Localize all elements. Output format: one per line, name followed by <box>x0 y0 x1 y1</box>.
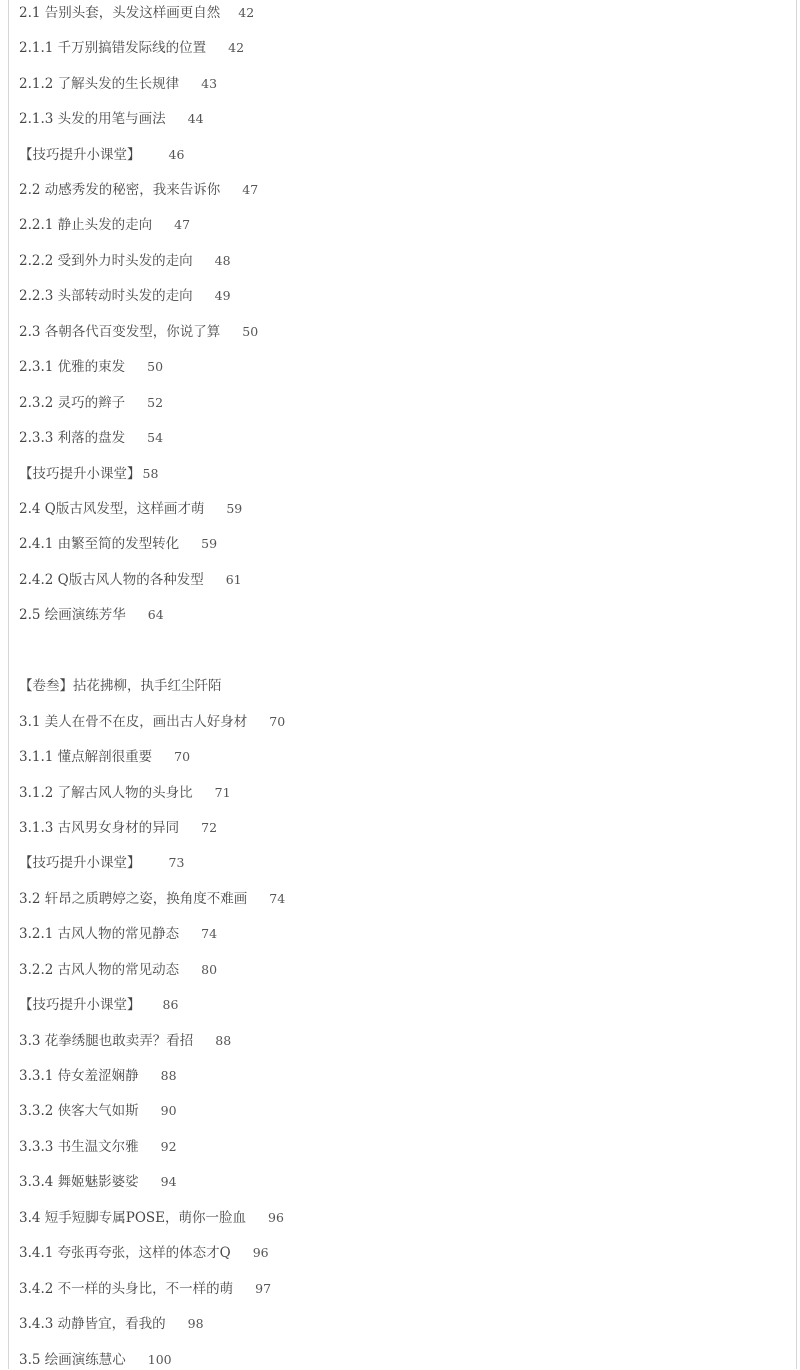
toc-entry[interactable] <box>19 1172 177 1192</box>
toc-entry-page-number: 73 <box>168 855 185 870</box>
toc-entry-title: 3.3.3 书生温文尔雅 <box>19 1139 139 1155</box>
toc-entry-title: 3.4.3 动静皆宜，看我的 <box>19 1316 166 1332</box>
toc-entry[interactable] <box>19 747 190 767</box>
toc-entry[interactable] <box>19 853 184 873</box>
toc-entry[interactable] <box>19 393 163 413</box>
toc-entry[interactable] <box>19 1279 271 1299</box>
toc-entry-title: 【技巧提升小课堂】 <box>19 997 141 1013</box>
toc-entry-page-number: 49 <box>214 288 231 303</box>
toc-entry-page-number: 58 <box>142 466 159 481</box>
toc-entry-page-number: 42 <box>228 40 245 55</box>
toc-entry-title: 2.2 动感秀发的秘密，我来告诉你 <box>19 182 221 198</box>
toc-entry[interactable] <box>19 38 244 58</box>
toc-entry-title: 3.4.2 不一样的头身比，不一样的萌 <box>19 1281 234 1297</box>
toc-entry-page-number: 72 <box>201 820 218 835</box>
toc-entry[interactable] <box>19 712 285 732</box>
toc-entry[interactable] <box>19 783 231 803</box>
toc-entry[interactable] <box>19 499 242 519</box>
toc-entry[interactable] <box>19 995 178 1015</box>
toc-entry[interactable] <box>19 1314 204 1334</box>
toc-entry-page-number: 59 <box>201 536 218 551</box>
toc-entry-title: 3.1.3 古风男女身材的异同 <box>19 820 180 836</box>
toc-entry-title: 2.2.2 受到外力时头发的走向 <box>19 253 193 269</box>
toc-entry[interactable] <box>19 428 163 448</box>
toc-entry[interactable] <box>19 1350 172 1370</box>
toc-entry-title: 3.2.2 古风人物的常见动态 <box>19 962 180 978</box>
toc-entry[interactable] <box>19 605 164 625</box>
toc-entry[interactable] <box>19 74 217 94</box>
toc-entry-title: 2.3.1 优雅的束发 <box>19 359 126 375</box>
toc-entry-title: 2.1.2 了解头发的生长规律 <box>19 76 180 92</box>
toc-entry[interactable] <box>19 180 258 200</box>
toc-entry-page-number: 54 <box>147 430 164 445</box>
toc-entry-page-number: 52 <box>147 395 164 410</box>
toc-entry-page-number: 47 <box>242 182 259 197</box>
toc-entry[interactable] <box>19 3 254 23</box>
toc-entry[interactable] <box>19 1031 231 1051</box>
toc-entry-title: 2.1.1 千万别搞错发际线的位置 <box>19 40 207 56</box>
toc-entry-page-number: 74 <box>269 891 286 906</box>
toc-entry-page-number: 44 <box>187 111 204 126</box>
toc-entry-title: 3.3.4 舞姬魅影婆娑 <box>19 1174 139 1190</box>
toc-entry-page-number: 42 <box>238 5 255 20</box>
toc-entry-title: 2.5 绘画演练芳华 <box>19 607 126 623</box>
toc-entry[interactable] <box>19 145 184 165</box>
toc-entry[interactable] <box>19 570 242 590</box>
toc-entry-title: 2.2.3 头部转动时头发的走向 <box>19 288 193 304</box>
toc-entry[interactable] <box>19 251 231 271</box>
toc-entry-title: 2.4 Q版古风发型，这样画才萌 <box>19 501 205 517</box>
toc-entry-page-number: 86 <box>162 997 179 1012</box>
toc-entry-page-number: 59 <box>226 501 243 516</box>
toc-entry-page-number: 47 <box>174 217 191 232</box>
toc-entry-title: 3.5 绘画演练慧心 <box>19 1352 126 1368</box>
toc-entry[interactable] <box>19 357 163 377</box>
toc-entry-page-number: 90 <box>160 1103 177 1118</box>
toc-entry-page-number: 92 <box>160 1139 177 1154</box>
toc-entry[interactable] <box>19 676 224 696</box>
toc-entry-title: 2.3.3 利落的盘发 <box>19 430 126 446</box>
toc-entry-page-number: 50 <box>242 324 259 339</box>
toc-entry-page-number: 97 <box>255 1281 272 1296</box>
toc-entry-page-number: 100 <box>147 1352 172 1367</box>
toc-entry-title: 【卷叁】拈花拂柳，执手红尘阡陌 <box>19 678 222 694</box>
toc-entry-title: 2.3.2 灵巧的辫子 <box>19 395 126 411</box>
toc-entry[interactable] <box>19 1066 177 1086</box>
toc-entry-page-number: 96 <box>252 1245 269 1260</box>
toc-entry-page-number: 88 <box>160 1068 177 1083</box>
toc-entry-page-number: 96 <box>268 1210 284 1225</box>
toc-entry[interactable] <box>19 534 217 554</box>
toc-entry-title: 3.2 轩昂之质聘婷之姿，换角度不难画 <box>19 891 248 907</box>
toc-entry-page-number: 88 <box>215 1033 232 1048</box>
toc-entry-page-number: 98 <box>187 1316 204 1331</box>
toc-entry-page-number: 43 <box>201 76 218 91</box>
toc-entry-page-number: 71 <box>214 785 231 800</box>
toc-entry[interactable] <box>19 1208 284 1228</box>
toc-entry-title: 2.1 告别头套，头发这样画更自然 <box>19 5 221 21</box>
toc-entry-page-number: 50 <box>147 359 164 374</box>
toc-entry-page-number: 94 <box>160 1174 177 1189</box>
toc-entry[interactable] <box>19 889 285 909</box>
toc-entry-title: 3.4.1 夸张再夸张，这样的体态才Q <box>19 1245 231 1261</box>
toc-entry-page-number: 80 <box>201 962 218 977</box>
toc-entry-title: 2.3 各朝各代百变发型，你说了算 <box>19 324 221 340</box>
toc-entry[interactable] <box>19 924 217 944</box>
toc-entry-title: 3.3.2 侠客大气如斯 <box>19 1103 139 1119</box>
toc-entry[interactable] <box>19 1243 269 1263</box>
toc-entry[interactable] <box>19 818 217 838</box>
toc-entry[interactable] <box>19 1101 177 1121</box>
toc-entry[interactable] <box>19 464 158 484</box>
toc-entry-title: 【技巧提升小课堂】 <box>19 855 141 871</box>
toc-entry-title: 3.1.1 懂点解剖很重要 <box>19 749 153 765</box>
toc-entry-page-number: 64 <box>147 607 164 622</box>
toc-entry-title: 3.1.2 了解古风人物的头身比 <box>19 785 193 801</box>
toc-entry[interactable] <box>19 322 258 342</box>
toc-entry-page-number: 74 <box>201 926 218 941</box>
toc-entry-page-number: 70 <box>269 714 286 729</box>
toc-entry[interactable] <box>19 109 204 129</box>
toc-entry-title: 3.3 花拳绣腿也敢卖弄？看招 <box>19 1033 194 1049</box>
toc-entry-page-number: 61 <box>225 572 242 587</box>
toc-entry-title: 2.4.1 由繁至简的发型转化 <box>19 536 180 552</box>
toc-entry-title: 2.1.3 头发的用笔与画法 <box>19 111 166 127</box>
toc-entry-title: 2.4.2 Q版古风人物的各种发型 <box>19 572 204 588</box>
toc-entry[interactable] <box>19 1137 177 1157</box>
toc-entry[interactable] <box>19 286 231 306</box>
toc-entry[interactable] <box>19 960 217 980</box>
toc-entry-page-number: 48 <box>214 253 231 268</box>
toc-entry-title: 【技巧提升小课堂】 <box>19 147 141 163</box>
toc-entry-title: 2.2.1 静止头发的走向 <box>19 217 153 233</box>
toc-entry[interactable] <box>19 215 190 235</box>
toc-entry-title: 【技巧提升小课堂】 <box>19 466 141 482</box>
toc-entry-page-number: 70 <box>174 749 191 764</box>
toc-entry-title: 3.1 美人在骨不在皮，画出古人好身材 <box>19 714 248 730</box>
toc-entry-title: 3.3.1 侍女羞涩娴静 <box>19 1068 139 1084</box>
toc-entry-title: 3.2.1 古风人物的常见静态 <box>19 926 180 942</box>
toc-entry-page-number: 46 <box>168 147 185 162</box>
toc-entry-title: 3.4 短手短脚专属POSE，萌你一脸血 <box>19 1210 247 1226</box>
